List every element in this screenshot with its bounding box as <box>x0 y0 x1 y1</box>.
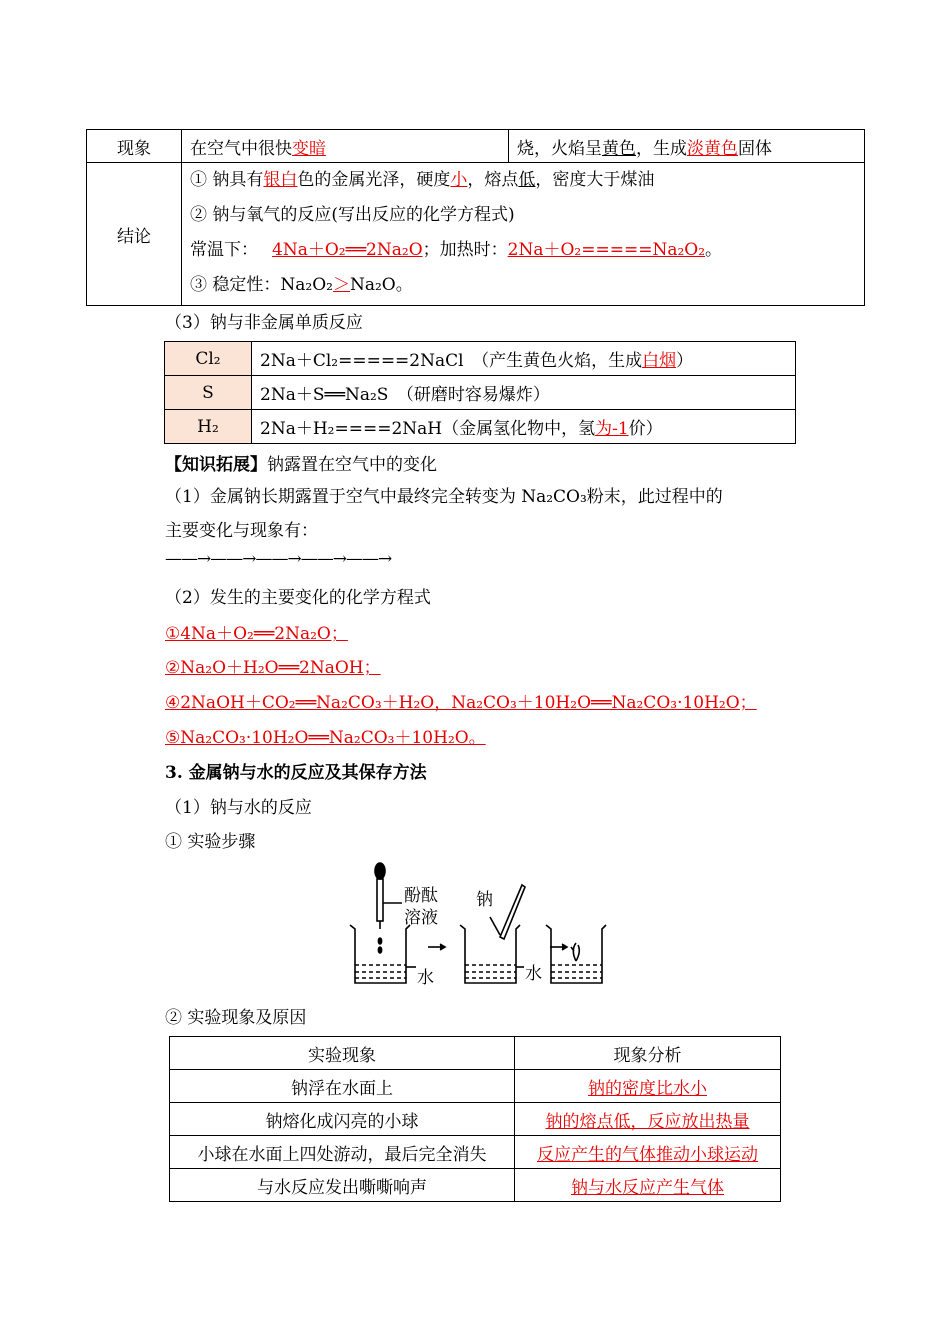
table-row: H₂ 2Na＋H₂====2NaH（金属氢化物中，氢为-1价） <box>165 410 796 444</box>
conclusion-line-1: ① 钠具有银白色的金属光泽，硬度小，熔点低，密度大于煤油 <box>190 170 655 190</box>
answer-blank: 淡黄色 <box>687 138 738 159</box>
conclusion-line-4: ③ 稳定性：Na₂O₂＞Na₂O。 <box>190 275 413 295</box>
subsection-1: （1）钠与水的反应 <box>165 798 312 818</box>
label-phenol: 酚酞 <box>404 886 438 906</box>
dropper-bulb-icon <box>375 863 385 879</box>
table-row: 小球在水面上四处游动，最后完全消失 反应产生的气体推动小球运动 <box>170 1136 781 1169</box>
nonmetal-reaction-table <box>164 341 796 444</box>
phenomenon-heating: 烧，火焰呈黄色，生成淡黄色固体 <box>509 130 865 163</box>
table-row: 钠熔化成闪亮的小球 钠的熔点低，反应放出热量 <box>170 1103 781 1136</box>
sodium-ball-icon <box>571 943 579 961</box>
label-solution: 溶液 <box>404 908 438 928</box>
phenomenon-room-temp: 在空气中很快变暗 <box>182 130 509 163</box>
label-water: 水 <box>417 968 434 988</box>
ext-paragraph-1: （1）金属钠长期露置于空气中最终完全转变为 Na₂CO₃粉末，此过程中的 <box>165 487 723 507</box>
row-head-phenomenon: 现象 <box>87 130 182 163</box>
ext-paragraph-1b: 主要变化与现象有： <box>165 521 318 541</box>
beaker-icon <box>460 925 520 983</box>
column-header: 实验现象 <box>170 1037 515 1070</box>
section-heading: 3. 金属钠与水的反应及其保存方法 <box>165 763 427 783</box>
equation-5: ⑤Na₂CO₃·10H₂O══Na₂CO₃＋10H₂O。 <box>165 728 486 748</box>
table-row: 与水反应发出嘶嘶响声 钠与水反应产生气体 <box>170 1169 781 1202</box>
dropper-tube-icon <box>377 879 383 921</box>
table-header-row <box>170 1037 781 1070</box>
conclusion-cell <box>182 163 865 306</box>
equation-4: ④2NaOH＋CO₂══Na₂CO₃＋H₂O，Na₂CO₃＋10H₂O══Na₂CO₃·10H₂O； <box>165 693 757 713</box>
section-3-title: （3）钠与非金属单质反应 <box>165 313 363 333</box>
equation-1: ①4Na＋O₂══2Na₂O； <box>165 624 348 644</box>
column-header: 现象分析 <box>515 1037 781 1070</box>
beaker-icon <box>350 925 410 983</box>
label-water: 水 <box>525 964 542 984</box>
table-row: 钠浮在水面上 钠的密度比水小 <box>170 1070 781 1103</box>
table-row: S 2Na＋S══Na₂S （研磨时容易爆炸） <box>165 376 796 410</box>
experiment-figure <box>340 855 610 995</box>
sodium-oxygen-table <box>86 129 865 306</box>
step-1-label: ① 实验步骤 <box>165 832 256 852</box>
table-row: Cl₂ 2Na＋Cl₂=====2NaCl （产生黄色火焰，生成白烟） <box>165 342 796 376</box>
tweezers-icon <box>500 885 525 939</box>
phenomena-table <box>169 1036 781 1202</box>
equation-2: ②Na₂O＋H₂O══2NaOH； <box>165 658 381 678</box>
beaker-icon <box>546 925 606 983</box>
label-sodium: 钠 <box>476 890 493 910</box>
ext-paragraph-2: （2）发生的主要变化的化学方程式 <box>165 588 431 608</box>
knowledge-extension-title: 【知识拓展】钠露置在空气中的变化 <box>165 455 437 475</box>
conclusion-line-3: 常温下： 4Na＋O₂══2Na₂O；加热时：2Na＋O₂=====Na₂O₂。 <box>190 240 723 260</box>
arrow-chain: ——→——→——→——→——→ <box>165 549 392 569</box>
conclusion-line-2: ② 钠与氧气的反应(写出反应的化学方程式) <box>190 205 515 225</box>
step-2-label: ② 实验现象及原因 <box>165 1008 307 1028</box>
answer-blank: 变暗 <box>292 138 326 159</box>
row-head-conclusion: 结论 <box>87 163 182 306</box>
